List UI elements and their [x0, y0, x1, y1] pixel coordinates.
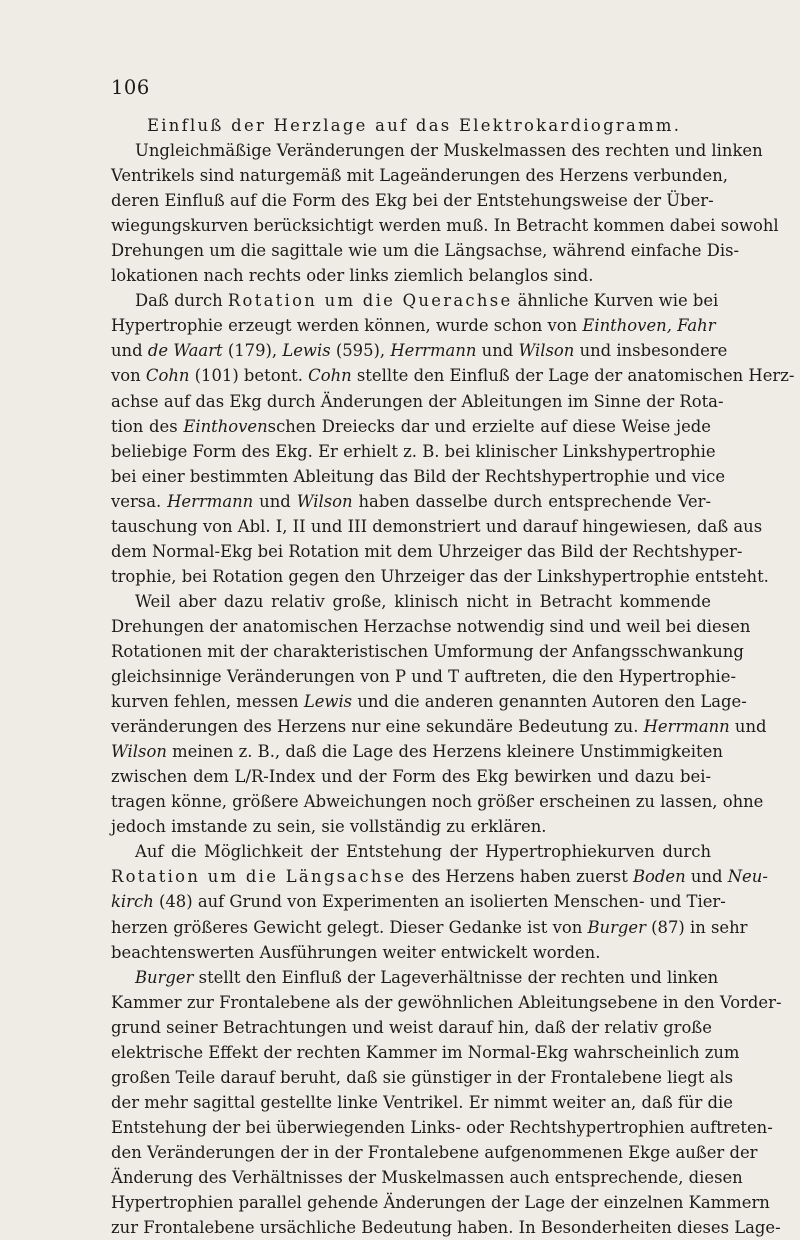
text-line	[111, 288, 719, 313]
text-line	[111, 739, 723, 764]
text-line	[111, 839, 711, 864]
text-line	[111, 238, 740, 263]
text-segment: versa.	[111, 491, 168, 511]
text-line	[111, 589, 711, 614]
text-line	[111, 213, 779, 238]
text-segment: und	[111, 341, 148, 361]
text-line	[111, 1190, 770, 1215]
text-segment: Drehungen der anatomischen Herzachse notwendig sind und weil bei diesen	[111, 616, 751, 636]
text-segment: Lewis	[303, 692, 353, 712]
text-segment: und	[685, 867, 728, 887]
text-line	[111, 1090, 733, 1115]
text-segment: beachtenswerten Ausführungen weiter entwickelt worden.	[111, 942, 601, 962]
text-segment: stellt den Einfluß der Lageverhältnisse der rechten und linken	[193, 967, 719, 987]
text-segment: jedoch imstande zu sein, sie vollständig zu erklären.	[111, 817, 547, 837]
text-segment: Herrmann	[390, 341, 477, 361]
text-segment: und	[476, 341, 519, 361]
text-line	[111, 338, 728, 363]
text-segment: tragen könne, größere Abweichungen noch größer erscheinen zu lassen, ohne	[111, 792, 764, 812]
text-segment: und die anderen genannten Autoren den Lage-	[352, 692, 747, 712]
section-heading-title: Einfluß der Herzlage auf das Elektrokardiogramm.	[147, 116, 682, 135]
text-line	[111, 188, 714, 213]
text-line	[111, 714, 767, 739]
text-segment: Rotationen mit der charakteristischen Umformung der Anfangsschwankung	[111, 641, 744, 661]
text-segment: Wilson	[296, 491, 353, 511]
text-segment: (87) in sehr	[645, 917, 748, 937]
text-segment: Einthoven, Fahr	[582, 316, 716, 336]
text-segment: gleichsinnige Veränderungen von P und T auftreten, die den Hypertrophie-	[111, 667, 736, 687]
text-line	[111, 439, 716, 464]
text-segment: beliebige Form des Ekg. Er erhielt z. B. bei klinischer Linkshypertrophie	[111, 441, 716, 461]
text-segment: Burger	[587, 917, 646, 937]
text-line	[111, 1040, 740, 1065]
text-line	[111, 1140, 758, 1165]
text-line	[111, 889, 726, 914]
text-line	[111, 1165, 743, 1190]
text-segment: tauschung von Abl. I, II und III demonstriert und darauf hingewiesen, daß aus	[111, 516, 763, 536]
text-segment: Burger	[135, 967, 194, 987]
text-line	[111, 263, 711, 288]
text-line	[111, 814, 711, 839]
page-number: 106	[111, 76, 150, 99]
text-segment: und insbesondere	[574, 341, 728, 361]
text-segment: grund seiner Betrachtungen und weist darauf hin, daß der relativ große	[111, 1017, 712, 1037]
text-segment: Rotation um die Querachse	[227, 291, 513, 311]
text-segment: ähnliche Kurven wie bei	[512, 291, 719, 311]
text-segment: bei einer bestimmten Ableitung das Bild der Rechtshypertrophie und vice	[111, 466, 726, 486]
text-segment: achse auf das Ekg durch Änderungen der Ableitungen im Sinne der Rota-	[111, 391, 724, 411]
text-line	[111, 764, 711, 789]
text-segment: elektrische Effekt der rechten Kammer im Normal-Ekg wahrscheinlich zum	[111, 1042, 740, 1062]
text-line	[111, 138, 763, 163]
text-line	[111, 539, 743, 564]
body-text	[111, 113, 795, 1240]
text-segment: Wilson	[111, 742, 167, 762]
text-segment: des Herzens haben zuerst	[406, 867, 634, 887]
text-line	[111, 313, 716, 338]
text-line	[111, 614, 751, 639]
text-segment: Rotation um die Längsachse	[111, 867, 407, 887]
text-segment: Herrmann	[167, 491, 254, 511]
text-segment: (101) betont.	[189, 366, 309, 386]
text-segment: den Veränderungen der in der Frontalebene aufgenommenen Ekge außer der	[111, 1142, 758, 1162]
text-segment: deren Einfluß auf die Form des Ekg bei der Entstehungsweise der Über-	[111, 191, 714, 211]
text-line	[111, 1015, 711, 1040]
text-segment: veränderungen des Herzens nur eine sekundäre Bedeutung zu.	[111, 717, 644, 737]
text-segment: (595),	[330, 341, 391, 361]
text-line	[111, 514, 763, 539]
text-line	[111, 363, 795, 388]
text-line	[111, 990, 782, 1015]
text-lines	[111, 138, 795, 1240]
text-segment: der mehr sagittal gestellte linke Ventrikel. Er nimmt weiter an, daß für die	[111, 1092, 733, 1112]
text-segment: zur Frontalebene ursächliche Bedeutung haben. In Besonderheiten dieses Lage-	[111, 1218, 781, 1238]
text-line	[111, 1215, 781, 1240]
text-segment: Einthoven	[183, 416, 268, 436]
text-segment: (48) auf Grund von Experimenten an isolierten Menschen- und Tier-	[153, 892, 726, 912]
text-line	[111, 389, 724, 414]
text-line	[111, 639, 744, 664]
text-segment: dem Normal-Ekg bei Rotation mit dem Uhrzeiger das Bild der Rechtshyper-	[111, 541, 743, 561]
text-segment: meinen z. B., daß die Lage des Herzens kleinere Unstimmigkeiten	[166, 742, 723, 762]
text-segment: (179),	[222, 341, 283, 361]
text-segment: Cohn	[145, 366, 190, 386]
text-segment: Kammer zur Frontalebene als der gewöhnlichen Ableitungsebene in den Vorder-	[111, 992, 782, 1012]
text-line	[111, 664, 736, 689]
text-line	[111, 940, 711, 965]
text-segment: kirch	[111, 892, 154, 912]
text-segment: wiegungskurven berücksichtigt werden muß. In Betracht kommen dabei sowohl	[111, 216, 779, 236]
text-line	[111, 915, 748, 940]
text-segment: von	[111, 366, 146, 386]
text-line	[111, 489, 711, 514]
text-segment: Neu-	[727, 867, 768, 887]
text-segment: de Waart	[147, 341, 223, 361]
text-segment: Lewis	[282, 341, 331, 361]
text-segment: kurven fehlen, messen	[111, 692, 304, 712]
text-segment: Entstehung der bei überwiegenden Links- oder Rechtshypertrophien auftreten-	[111, 1117, 773, 1137]
text-segment: lokationen nach rechts oder links ziemlich belanglos sind.	[111, 266, 594, 286]
text-line	[111, 965, 719, 990]
text-segment: Ventrikels sind naturgemäß mit Lageänderungen des Herzens verbunden,	[111, 166, 729, 186]
text-line	[111, 789, 764, 814]
text-segment: haben dasselbe durch entsprechende Ver-	[352, 491, 712, 511]
text-segment: Ungleichmäßige Veränderungen der Muskelmassen des rechten und linken	[135, 141, 763, 161]
text-segment: Weil aber dazu relativ große, klinisch nicht in Betracht kommende	[135, 591, 711, 611]
text-segment: trophie, bei Rotation gegen den Uhrzeiger das der Linkshypertrophie entsteht.	[111, 566, 769, 586]
text-line	[111, 163, 729, 188]
text-segment: zwischen dem L/R-Index und der Form des Ekg bewirken und dazu bei-	[111, 767, 711, 787]
text-segment: Auf die Möglichkeit der Entstehung der Hypertrophiekurven durch	[135, 842, 711, 862]
text-segment: Herrmann	[643, 717, 730, 737]
text-line	[111, 564, 769, 589]
text-segment: herzen größeres Gewicht gelegt. Dieser Gedanke ist von	[111, 917, 588, 937]
text-segment: schen Dreiecks dar und erzielte auf diese Weise jede	[267, 416, 711, 436]
text-line	[111, 464, 726, 489]
text-line	[111, 864, 768, 889]
text-line	[111, 1115, 773, 1140]
text-line	[111, 1065, 734, 1090]
text-segment: tion des	[111, 416, 184, 436]
text-segment: Wilson	[518, 341, 575, 361]
text-segment: Drehungen um die sagittale wie um die Längsachse, während einfache Dis-	[111, 241, 740, 261]
text-segment: Hypertrophie erzeugt werden können, wurde schon von	[111, 316, 583, 336]
text-segment: Daß durch	[135, 291, 228, 311]
text-segment: Hypertrophien parallel gehende Änderungen der Lage der einzelnen Kammern	[111, 1193, 770, 1213]
text-line	[111, 689, 747, 714]
text-segment: Boden	[633, 867, 686, 887]
text-segment: und	[729, 717, 767, 737]
section-heading	[111, 113, 711, 138]
text-segment: Cohn	[308, 366, 352, 386]
text-segment: Änderung des Verhältnisses der Muskelmassen auch entsprechende, diesen	[111, 1167, 743, 1187]
text-line	[111, 414, 711, 439]
text-segment: und	[253, 491, 297, 511]
text-segment: großen Teile darauf beruht, daß sie günstiger in der Frontalebene liegt als	[111, 1067, 734, 1087]
text-segment: stellte den Einfluß der Lage der anatomischen Herz-	[351, 366, 795, 386]
